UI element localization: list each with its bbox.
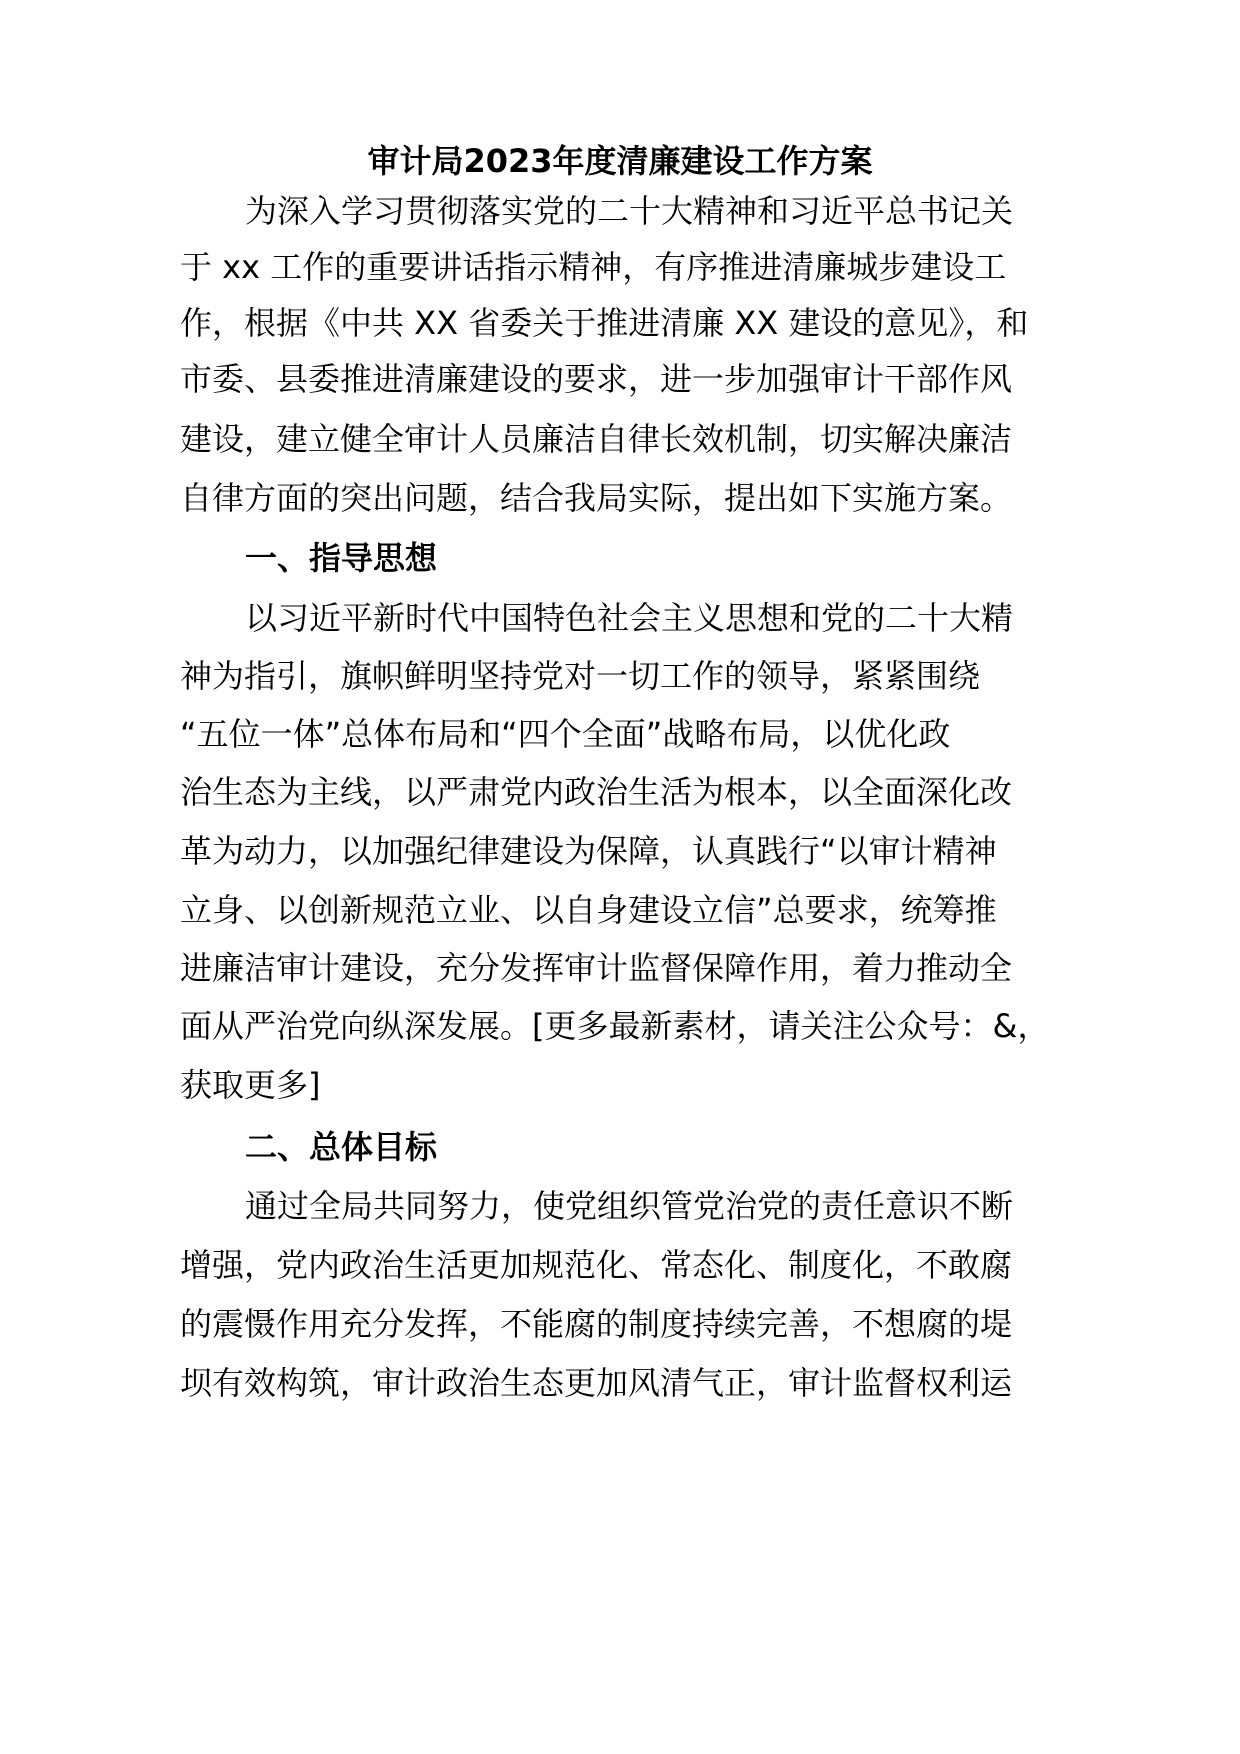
section2-line: 坝有效构筑，审计政治生态更加风清气正，审计监督权利运: [180, 1364, 1013, 1402]
section1-line: “五位一体”总体布局和“四个全面”战略布局，以优化政: [180, 715, 951, 753]
section1-line: 面从严治党向纵深发展。[更多最新素材，请关注公众号：&，: [180, 1007, 1050, 1045]
section1-line: 革为动力，以加强纪律建设为保障，认真践行“以审计精神: [180, 832, 997, 870]
intro-line: 建设，建立健全审计人员廉洁自律长效机制，切实解决廉洁: [180, 420, 1013, 458]
intro-line: 市委、县委推进清廉建设的要求，进一步加强审计干部作风: [180, 360, 1013, 398]
section1-line: 神为指引，旗帜鲜明坚持党对一切工作的领导，紧紧围绕: [180, 657, 981, 695]
section2-line: 增强，党内政治生活更加规范化、常态化、制度化，不敢腐: [180, 1246, 1013, 1284]
intro-line: 于 xx 工作的重要讲话指示精神，有序推进清廉城步建设工: [180, 248, 1007, 286]
section1-line: 治生态为主线，以严肃党内政治生活为根本，以全面深化改: [180, 773, 1013, 811]
section2-line: 的震慑作用充分发挥，不能腐的制度持续完善，不想腐的堤: [180, 1305, 1013, 1343]
section-heading-guiding-ideology: 一、指导思想: [245, 539, 438, 577]
section-heading-overall-goals: 二、总体目标: [245, 1128, 438, 1166]
document-title: 审计局2023年度清廉建设工作方案: [367, 142, 873, 180]
section1-line: 获取更多]: [180, 1066, 321, 1104]
section2-line: 通过全局共同努力，使党组织管党治党的责任意识不断: [245, 1187, 1014, 1225]
intro-line: 自律方面的突出问题，结合我局实际，提出如下实施方案。: [180, 479, 1013, 517]
section1-line: 立身、以创新规范立业、以自身建设立信”总要求，统筹推: [180, 891, 997, 929]
intro-line: 为深入学习贯彻落实党的二十大精神和习近平总书记关: [245, 192, 1014, 230]
section1-line: 进廉洁审计建设，充分发挥审计监督保障作用，着力推动全: [180, 949, 1013, 987]
section1-line: 以习近平新时代中国特色社会主义思想和党的二十大精: [245, 599, 1014, 637]
intro-line: 作，根据《中共 XX 省委关于推进清廉 XX 建设的意见》，和: [180, 304, 1029, 342]
